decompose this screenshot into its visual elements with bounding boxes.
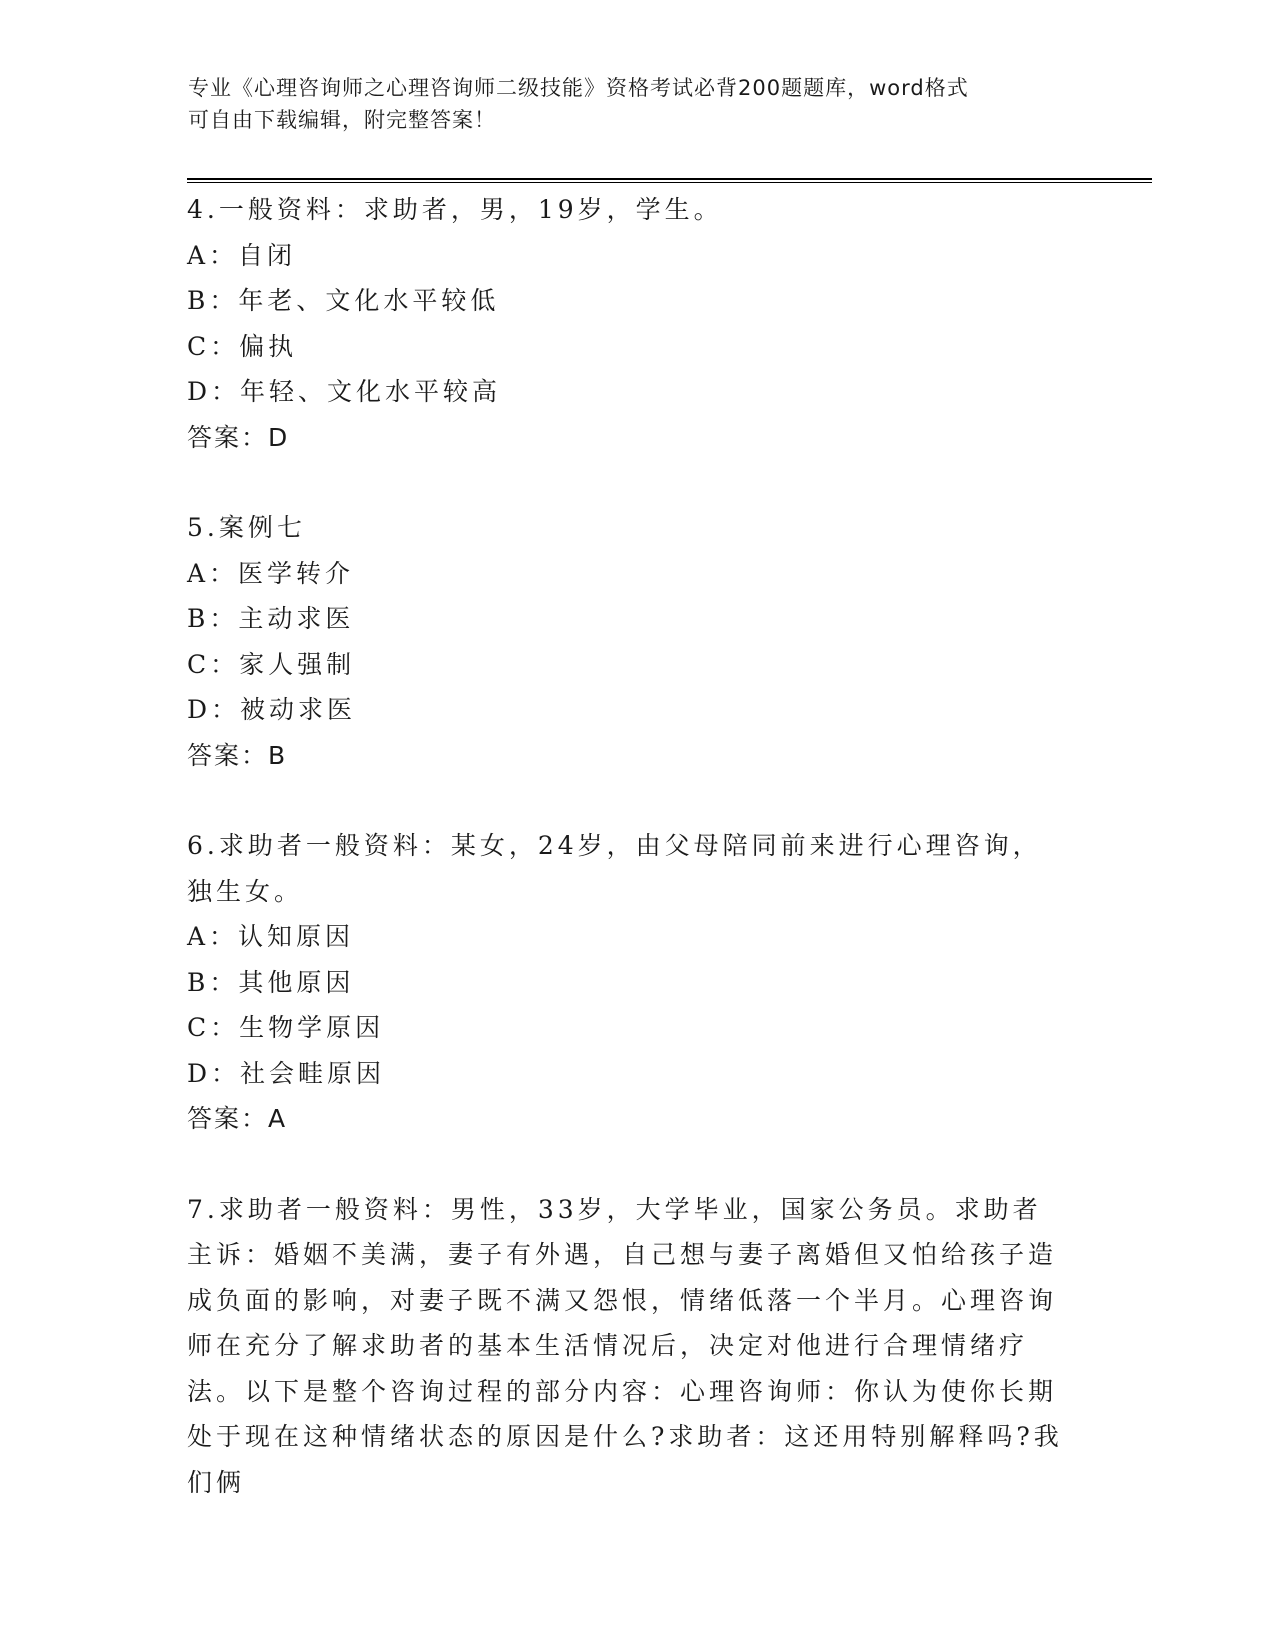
option-c: C：偏执 [187,331,298,361]
option-a: A：医学转介 [187,558,355,588]
question-stem: 6.求助者一般资料：某女，24岁，由父母陪同前来进行心理咨询，独生女。 [187,831,1042,906]
answer-label: 答案：D [187,422,290,452]
option-a: A：自闭 [187,240,297,270]
header-line-2: 可自由下载编辑，附完整答案！ [188,108,496,132]
option-d: D：年轻、文化水平较高 [187,377,502,406]
option-b: B：主动求医 [187,604,355,633]
question-stem: 4.一般资料：求助者，男，19岁，学生。 [187,195,723,224]
question-5 [187,505,1067,778]
question-6 [187,823,1067,1142]
answer-label: 答案：A [187,1104,288,1133]
question-7 [187,1187,1067,1506]
header-divider-thick [187,178,1152,180]
document-header [188,72,1068,136]
option-d: D：被动求医 [187,695,357,724]
answer-label: 答案：B [187,740,288,770]
header-divider-thin [187,182,1152,183]
question-stem: 7.求助者一般资料：男性，33岁，大学毕业，国家公务员。求助者主诉：婚姻不美满，妻子有外遇，自己想与妻子离婚但又怕给孩子造成负面的影响，对妻子既不满又怨恨，情绪低落一个半月。心理咨询师在充分了解求助者的基本生活情况后，决定对他进行合理情绪疗法。以下是整个咨询过程的部分内容：心理咨询师：你认为使你长期处于现在这种情绪状态的原因是什么?求助者：这还用特别解释吗?我们俩 [187,1194,1063,1497]
option-b: B：年老、文化水平较低 [187,286,500,315]
option-a: A：认知原因 [187,922,355,951]
question-stem: 5.案例七 [187,513,306,542]
question-4 [187,187,1067,460]
option-d: D：社会畦原因 [187,1058,386,1088]
option-c: C：家人强制 [187,649,356,679]
option-c: C：生物学原因 [187,1013,385,1042]
header-line-1: 专业《心理咨询师之心理咨询师二级技能》资格考试必背200题题库，word格式 [188,76,969,100]
option-b: B：其他原因 [187,967,355,997]
question-list [187,187,1067,1550]
